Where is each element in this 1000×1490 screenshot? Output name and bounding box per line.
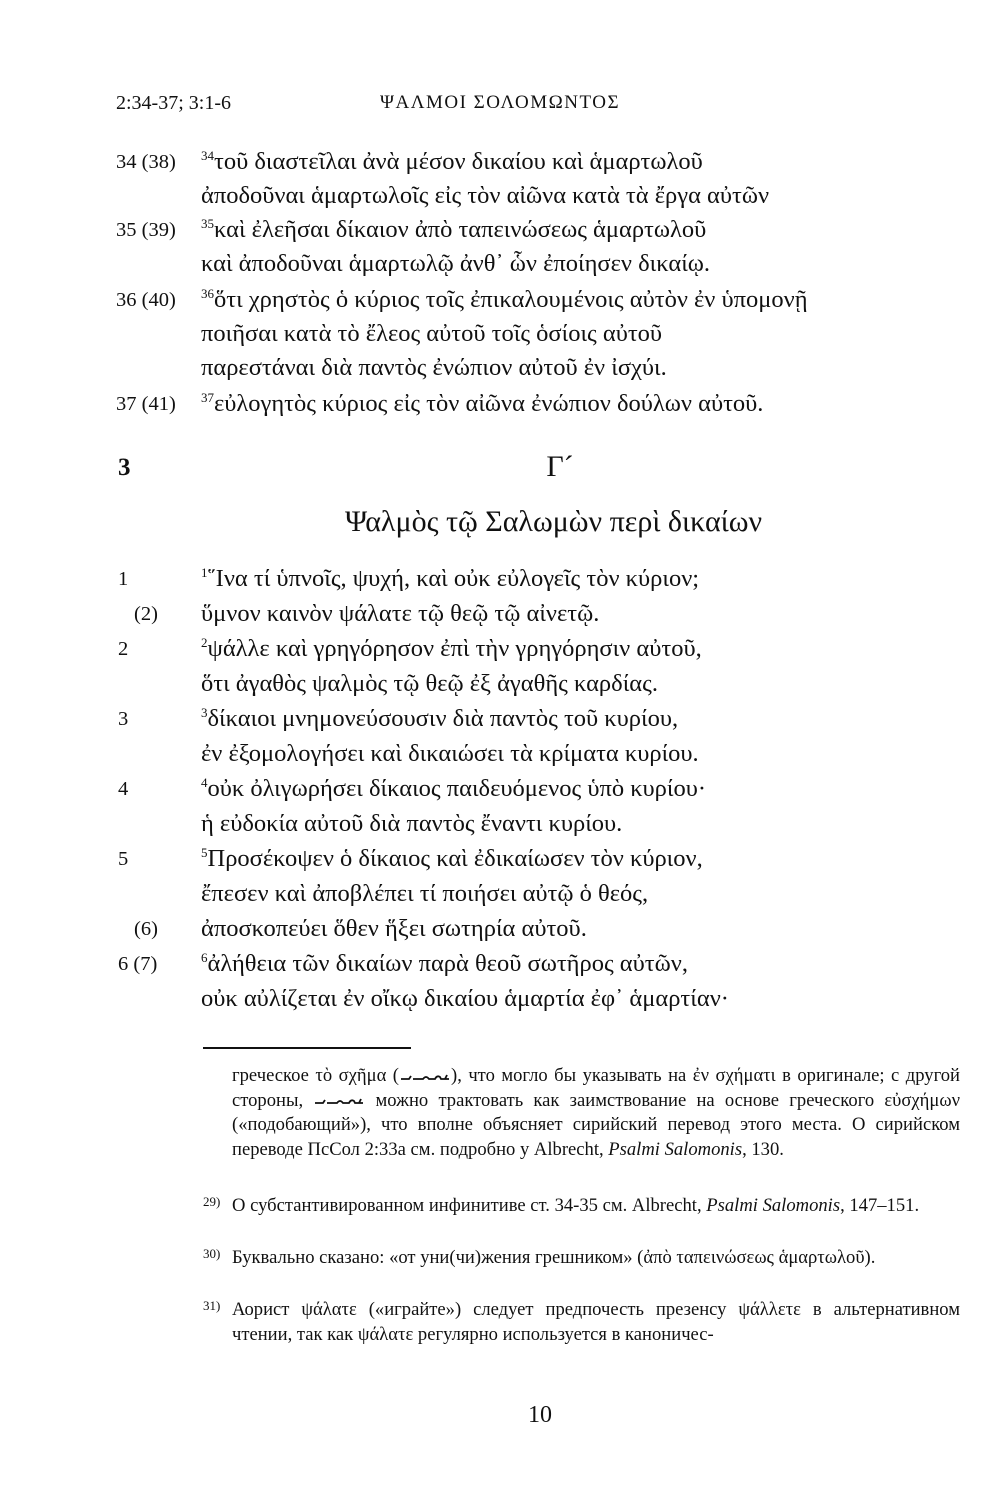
verse-number: 6 (7) bbox=[118, 953, 158, 975]
verse-line: ὅτι ἀγαθὸς ψαλμὸς τῷ θεῷ ἐξ ἀγαθῆς καρδίας. bbox=[201, 670, 658, 697]
verse-number: 34 (38) bbox=[116, 151, 176, 173]
verse-line bbox=[201, 632, 702, 666]
verse-line bbox=[201, 842, 703, 876]
verse-text: οὐκ ὀλιγωρήσει δίκαιος παιδευόμενος ὑπὸ κυρίου· bbox=[207, 775, 707, 802]
syriac-word-icon bbox=[313, 1096, 365, 1106]
footnote-number: 31) bbox=[203, 1298, 221, 1313]
verse-line: ποιῆσαι κατὰ τὸ ἔλεος αὐτοῦ τοῖς ὁσίοις αὐτοῦ bbox=[201, 320, 663, 347]
verse-number: 4 bbox=[118, 778, 129, 800]
verse-line: ἀποδοῦναι ἁμαρτωλοῖς εἰς τὸν αἰῶνα κατὰ τὰ ἔργα αὐτῶν bbox=[201, 182, 770, 209]
verse-number: (6) bbox=[134, 918, 158, 940]
verse-superscript: 34 bbox=[201, 148, 214, 163]
verse-superscript: 37 bbox=[201, 390, 214, 405]
verse-line: ἔπεσεν καὶ ἀποβλέπει τί ποιήσει αὐτῷ ὁ θεός, bbox=[201, 880, 649, 907]
verse-line: παρεστάναι διὰ παντὸς ἐνώπιον αὐτοῦ ἐν ἰσχύι. bbox=[201, 354, 667, 381]
verse-number: 35 (39) bbox=[116, 219, 176, 241]
footnote-number: 29) bbox=[203, 1194, 221, 1209]
verse-superscript: 6 bbox=[201, 950, 208, 965]
verse-number: 1 bbox=[118, 568, 129, 590]
verse-superscript: 1 bbox=[201, 565, 208, 580]
verse-line bbox=[201, 283, 808, 317]
verse-superscript: 4 bbox=[201, 775, 208, 790]
verse-number: 3 bbox=[118, 708, 129, 730]
verse-line bbox=[201, 947, 688, 981]
verse-text: ἀλήθεια τῶν δικαίων παρὰ θεοῦ σωτῆρος αὐτῶν, bbox=[207, 950, 688, 977]
verse-text: ψάλλε καὶ γρηγόρησον ἐπὶ τὴν γρηγόρησιν αὐτοῦ, bbox=[207, 635, 702, 662]
verse-line: οὐκ αὐλίζεται ἐν οἴκῳ δικαίου ἁμαρτία ἐφ᾽ ἁμαρτίαν· bbox=[201, 985, 729, 1012]
verse-text: ῞Ινα τί ὑπνοῖς, ψυχή, καὶ οὐκ εὐλογεῖς τὸν κύριον; bbox=[207, 565, 700, 592]
verse-superscript: 5 bbox=[201, 845, 208, 860]
verse-line bbox=[201, 213, 706, 247]
verse-line: ἡ εὐδοκία αὐτοῦ διὰ παντὸς ἔναντι κυρίου. bbox=[201, 810, 623, 837]
footnote-number: 30) bbox=[203, 1246, 221, 1261]
footnote-29: О субстантивированном инфинитиве ст. 34-35 см. Albrecht, Psalmi Salomonis, 147–151. bbox=[232, 1195, 920, 1216]
footnote-30: Буквально сказано: «от уни(чи)жения грешником» (ἀπὸ ταπεινώσεως ἁμαρτωλοῦ). bbox=[232, 1247, 876, 1268]
verse-number: 5 bbox=[118, 848, 129, 870]
syriac-word-icon bbox=[399, 1072, 451, 1082]
verse-text: δίκαιοι μνημονεύσουσιν διὰ παντὸς τοῦ κυρίου, bbox=[207, 705, 679, 732]
verse-line bbox=[201, 387, 763, 421]
verse-number: 36 (40) bbox=[116, 289, 176, 311]
verse-text: καὶ ἐλεῆσαι δίκαιον ἀπὸ ταπεινώσεως ἁμαρτωλοῦ bbox=[214, 216, 707, 243]
verse-line bbox=[201, 702, 678, 736]
footnote-continuation: греческое τὸ σχῆμα ( ), что могло бы указывать на ἐν σχήματι в оригинале; с другой стороны, можно трактовать как заимствование на основе греческого εὐσχήμων («подобающий»), что вполне объясняет сирийский перевод этого места. О сирийском переводе ПсСол 2:33a см. подробно у Albrecht, Psalmi Salomonis, 130. bbox=[232, 1065, 961, 1160]
verse-text: ὅτι χρηστὸς ὁ κύριος τοῖς ἐπικαλουμένοις αὐτὸν ἐν ὑπομονῇ bbox=[214, 286, 808, 313]
verse-number: 2 bbox=[118, 638, 129, 660]
verse-line bbox=[201, 562, 699, 596]
verse-line: ὕμνον καινὸν ψάλατε τῷ θεῷ τῷ αἰνετῷ. bbox=[201, 600, 600, 627]
verse-superscript: 3 bbox=[201, 705, 208, 720]
verse-line bbox=[201, 772, 706, 806]
footnote-divider bbox=[203, 1047, 411, 1049]
chapter-number: 3 bbox=[118, 454, 131, 481]
verse-line: ἀποσκοπεύει ὅθεν ἥξει σωτηρία αὐτοῦ. bbox=[201, 915, 587, 942]
page-number: 10 bbox=[528, 1402, 552, 1428]
verse-line: ἐν ἐξομολογήσει καὶ δικαιώσει τὰ κρίματα κυρίου. bbox=[201, 740, 699, 767]
verse-line: καὶ ἀποδοῦναι ἁμαρτωλῷ ἀνθ᾽ ὧν ἐποίησεν δικαίῳ. bbox=[201, 250, 711, 277]
chapter-verse-reference: 2:34-37; 3:1-6 bbox=[116, 92, 231, 114]
verse-superscript: 2 bbox=[201, 635, 208, 650]
verse-line bbox=[201, 145, 703, 179]
verse-superscript: 36 bbox=[201, 286, 214, 301]
psalm-title: Ψαλμὸς τῷ Σαλωμὼν περὶ δικαίων bbox=[345, 505, 763, 538]
verse-text: εὐλογητὸς κύριος εἰς τὸν αἰῶνα ἐνώπιον δούλων αὐτοῦ. bbox=[214, 390, 764, 417]
running-title: ΨΑΛΜΟΙ ΣΟΛΟΜΩΝΤΟΣ bbox=[379, 92, 621, 113]
verse-text: τοῦ διαστεῖλαι ἀνὰ μέσον δικαίου καὶ ἁμαρτωλοῦ bbox=[214, 148, 703, 175]
verse-number: (2) bbox=[134, 603, 158, 625]
footnote-31: Аорист ψάλατε («играйте») следует предпочесть презенсу ψάλλετε в альтернативном чтении, так как ψάλατε регулярно используется в каноничес- bbox=[232, 1299, 960, 1345]
verse-number: 37 (41) bbox=[116, 393, 176, 415]
verse-superscript: 35 bbox=[201, 216, 214, 231]
chapter-letter: Γ´ bbox=[546, 450, 574, 483]
running-header bbox=[116, 92, 884, 116]
verse-text: Προσέκοψεν ὁ δίκαιος καὶ ἐδικαίωσεν τὸν κύριον, bbox=[207, 845, 703, 872]
